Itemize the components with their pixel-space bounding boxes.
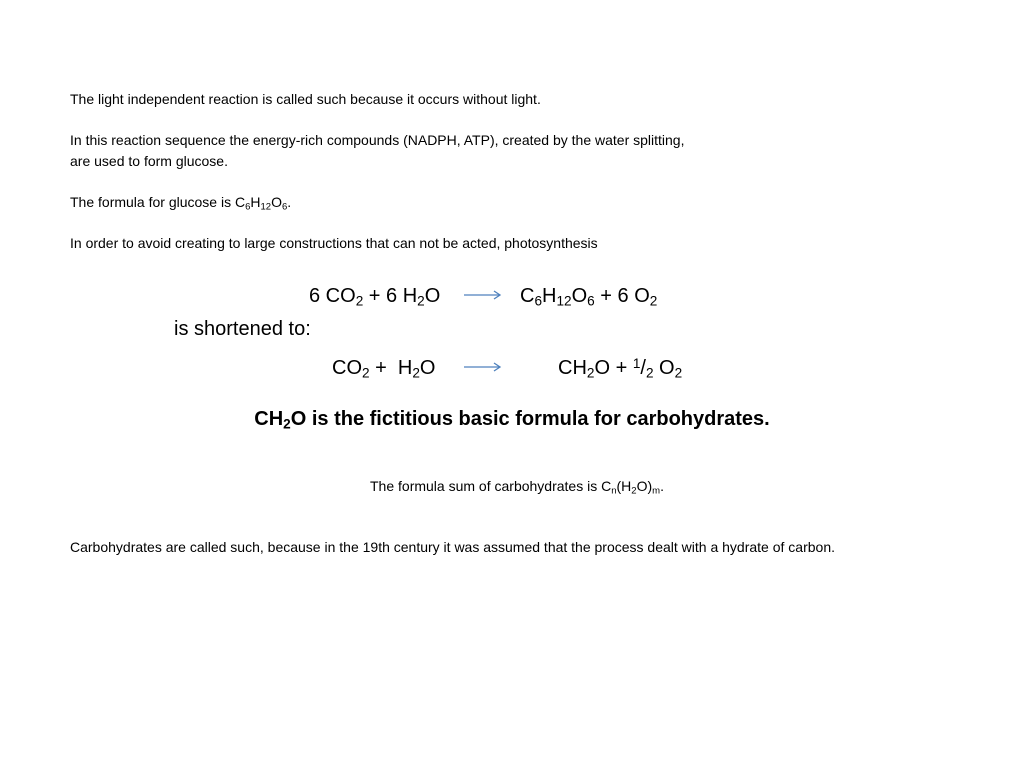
eq2-lhs-sub1: 2 bbox=[362, 365, 370, 381]
eq2-lhs-sub2: 2 bbox=[412, 365, 420, 381]
eq1-rhs-sub1: 6 bbox=[534, 293, 543, 309]
equation2-lhs bbox=[332, 355, 435, 381]
reaction-arrow-icon bbox=[463, 361, 503, 373]
glucose-o: O bbox=[271, 194, 282, 210]
eq2-rhs-sub2: 2 bbox=[645, 365, 654, 381]
eq2-rhs-sub1: 2 bbox=[586, 365, 595, 381]
eq1-rhs-sub3: 6 bbox=[587, 293, 595, 309]
glucose-h: H bbox=[250, 194, 261, 210]
eq2-lhs-o: O bbox=[419, 357, 436, 379]
eq1-rhs-h: H bbox=[542, 285, 557, 307]
closing-text: Carbohydrates are called such, because in the 19th century it was assumed that the process dealt with a hydrate of carbon. bbox=[70, 539, 835, 555]
eq1-rhs-o: O bbox=[571, 285, 588, 307]
paragraph-text: In order to avoid creating to large constructions that can not be acted, photosynthesis bbox=[70, 235, 598, 251]
eq2-rhs-slash: / bbox=[640, 357, 646, 379]
eq1-lhs-sub2: 2 bbox=[417, 293, 425, 309]
eq2-lhs-mid: + H bbox=[369, 357, 413, 379]
bold-sub: 2 bbox=[283, 416, 291, 432]
reaction-arrow-icon bbox=[463, 289, 503, 301]
formula-sum-sub-2: 2 bbox=[631, 485, 637, 497]
eq1-rhs-mid: + 6 O bbox=[594, 285, 650, 307]
equation2-rhs bbox=[558, 355, 682, 381]
paragraph-glucose-formula bbox=[70, 192, 291, 212]
equation1-rhs bbox=[520, 283, 657, 309]
formula-sum-line bbox=[0, 476, 1024, 496]
equation1-lhs bbox=[309, 283, 440, 309]
paragraph-energy-compounds bbox=[70, 130, 684, 150]
eq1-rhs-sub4: 2 bbox=[649, 293, 658, 309]
eq2-rhs-o: O bbox=[653, 357, 675, 379]
bold-ch: CH bbox=[254, 408, 284, 430]
paragraph-photosynthesis bbox=[70, 233, 598, 253]
eq1-rhs-c: C bbox=[520, 285, 535, 307]
glucose-sub-o: 6 bbox=[281, 201, 288, 213]
eq1-lhs-o: O bbox=[424, 285, 441, 307]
bold-statement bbox=[0, 406, 1024, 432]
eq1-lhs-sub1: 2 bbox=[355, 293, 364, 309]
formula-sum-sub-n: n bbox=[611, 485, 617, 497]
formula-sum-text: The formula sum of carbohydrates is C bbox=[370, 478, 612, 494]
glucose-sub-h: 12 bbox=[260, 201, 272, 213]
formula-sum-sub-m: m bbox=[652, 485, 661, 497]
shortened-label bbox=[174, 316, 311, 342]
glucose-sub-c: 6 bbox=[245, 201, 251, 213]
eq2-lhs-co: CO bbox=[332, 357, 362, 379]
formula-sum-open: (H bbox=[616, 478, 632, 494]
glucose-period: . bbox=[287, 194, 292, 210]
formula-sum-close: O) bbox=[636, 478, 653, 494]
eq2-rhs-sup: 1 bbox=[632, 355, 641, 371]
eq1-rhs-sub2: 12 bbox=[556, 293, 572, 309]
shortened-text: is shortened to: bbox=[174, 318, 311, 340]
paragraph-text-line2: are used to form glucose. bbox=[70, 153, 228, 169]
paragraph-energy-compounds-cont bbox=[70, 151, 228, 171]
eq1-lhs-co: 6 CO bbox=[309, 285, 356, 307]
glucose-text: The formula for glucose is C bbox=[70, 194, 246, 210]
paragraph-light-independent bbox=[70, 89, 541, 109]
bold-suffix: O is the fictitious basic formula for carbohydrates. bbox=[290, 408, 770, 430]
paragraph-carbohydrates-history bbox=[70, 537, 835, 557]
eq2-rhs-ch: CH bbox=[558, 357, 587, 379]
formula-sum-period: . bbox=[660, 478, 664, 494]
eq2-rhs-sub3: 2 bbox=[674, 365, 683, 381]
eq1-lhs-mid: + 6 H bbox=[363, 285, 418, 307]
paragraph-text-line1: In this reaction sequence the energy-rich compounds (NADPH, ATP), created by the water splitting, bbox=[70, 132, 685, 148]
paragraph-text: The light independent reaction is called such because it occurs without light. bbox=[70, 91, 541, 107]
eq2-rhs-mid: O + bbox=[594, 357, 633, 379]
